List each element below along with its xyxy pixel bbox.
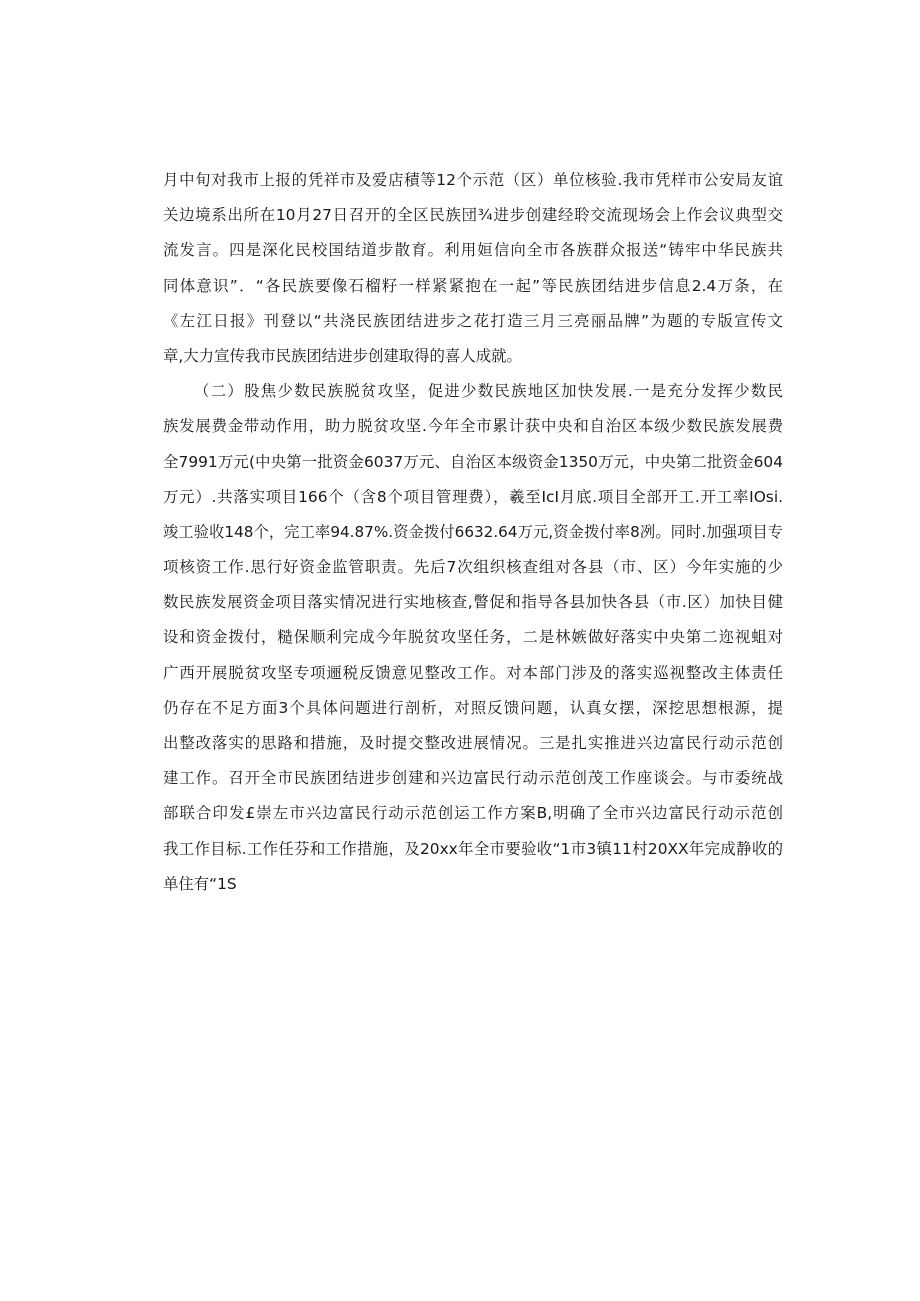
text-line-12: 项核资工作.思行好资金监管职责。先后7次组织核查组对各县（市、区）今年实施的少 <box>163 558 783 577</box>
text-line-21: 单住有“1S <box>163 874 237 893</box>
text-line-18: 建工作。召开全市民族团结进步创建和兴边富民行动示范创茂工作座谈会。与市委统战 <box>163 769 783 788</box>
document-body <box>163 163 783 902</box>
text-line-2: 关边境系出所在10月27日召开的全区民族団¾进步创建经聆交流现场会上作会议典型交 <box>163 206 783 225</box>
text-line-1: 月中旬对我市上报的凭祥市及爱店積等12个示范（区）单位核验.我市凭样市公安局友谊 <box>163 171 783 189</box>
text-line-20: 我工作目标.工作任芬和工作措施，及20xx年全市要验收“1市3镇11村20XX年完成静收的 <box>163 839 783 858</box>
text-line-17: 出整改落实的思路和措施，及时提交整改进展情况。三是扎实推进兴边富民行动示范创 <box>163 734 783 752</box>
text-line-15: 广西开展脱贫攻坚专项逦税反馈意见整改工作。对本部门涉及的落实巡视整改主体责任 <box>163 663 783 682</box>
text-line-16: 仍存在不足方面3个具体问题进行剖析，对照反馈问题，认真女摆，深挖思想根源，提 <box>163 698 783 717</box>
text-line-3: 流发言。四是深化民校国结道步散育。利用姮信向全市各族群众报送“铸牢中华民族共 <box>163 241 783 260</box>
text-line-4: 同体意识”．“各民族要像石榴籽一样紧紧抱在一起”等民族团结进步信息2.4万条，在 <box>163 276 783 295</box>
text-line-19: 部联合印发£崇左市兴边富民行动示范创运工作方案B,明确了全市兴边富民行动示范创 <box>163 804 783 823</box>
text-line-8: 族发展费金带动作用，助力脱贫攻坚.今年全市累计获中央和自治区本级少数民族发展费 <box>163 417 783 436</box>
text-line-13: 数民族发展资金项目落实情况进行实地核查,瞥促和指导各县加快各县（市.区）加快目健 <box>163 593 783 612</box>
text-line-11: 竣工验收148个，完工率94.87%.资金拨付6632.64万元,资金拨付率8冽。同时.加强项目专 <box>163 522 783 541</box>
text-line-10: 万元）.共落实项目166个（含8个项目管理费），羲至IcI月底.项目全部开工.开工率IOsi. <box>163 487 783 506</box>
text-line-5: 《左江日报》刊登以“共浇民族团结进步之花打造三月三亮丽品牌”为题的专版宣传文 <box>163 311 783 330</box>
text-line-7: （二）股焦少数民族脱贫攻坚，促进少数民族地区加快发展.一是充分发挥少数民 <box>194 382 783 401</box>
text-line-6: 章,大力宣传我市民族团结进步创建取得的喜人成就。 <box>163 346 522 365</box>
text-line-9: 全7991万元(中央第一批资金6037万元、自治区本级资金1350万元，中央第二批资金604 <box>163 452 783 471</box>
text-line-14: 设和资金拨付，糙保顺利完成今年脱贫攻坚任务，二是林嫉做好落实中央第二迩视蛆对 <box>163 628 783 647</box>
